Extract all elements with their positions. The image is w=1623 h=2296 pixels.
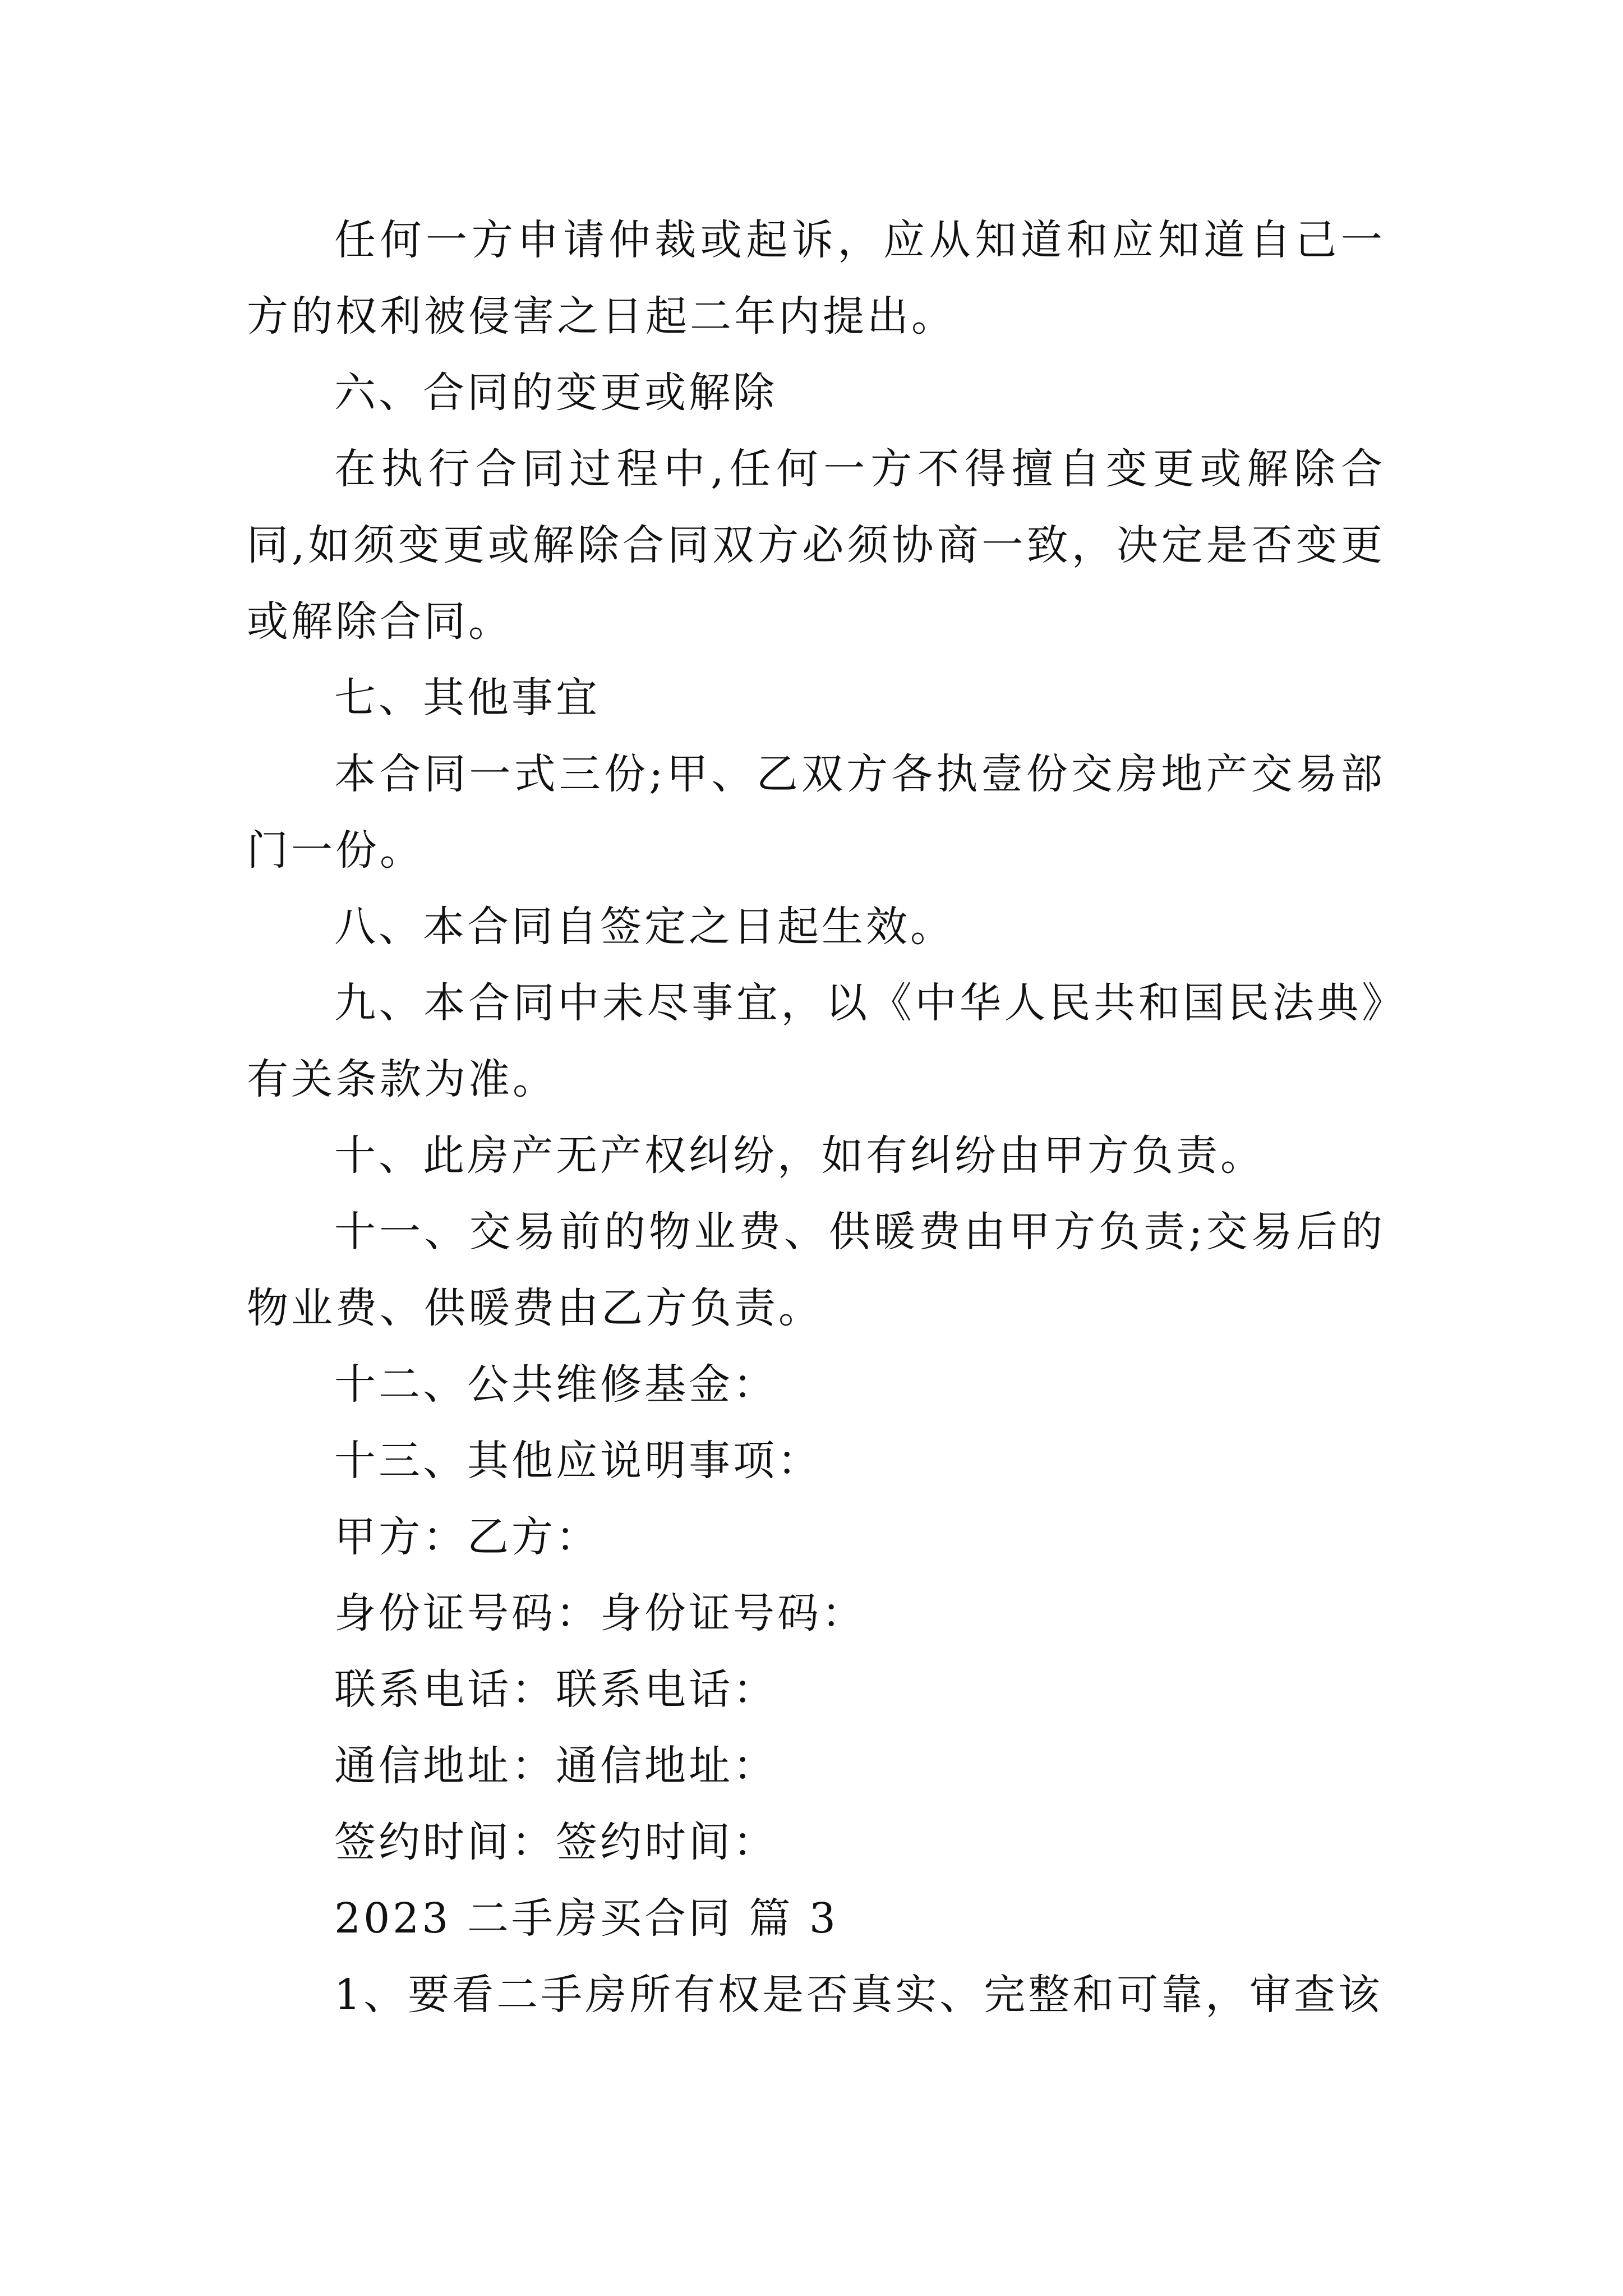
section-heading-contract-change: 六、合同的变更或解除 — [334, 369, 777, 417]
paragraph-other-notes: 十三、其他应说明事项： — [334, 1437, 822, 1485]
signature-id-number: 身份证号码：身份证号码： — [334, 1589, 866, 1637]
section-title-part-3: 2023 二手房买合同 篇 3 — [334, 1894, 838, 1943]
paragraph-copies: 本合同一式三份;甲、乙双方各执壹份交房地产交易部门一份。 — [247, 750, 1385, 875]
paragraph-contract-change: 在执行合同过程中,任何一方不得擅自变更或解除合同,如须变更或解除合同双方必须协商一致，决定是否变更或解除合同。 — [247, 445, 1385, 646]
paragraph-property-dispute: 十、此房产无产权纠纷，如有纠纷由甲方负责。 — [334, 1131, 1265, 1180]
paragraph-effective-date: 八、本合同自签定之日起生效。 — [334, 903, 955, 951]
signature-party-labels: 甲方：乙方： — [334, 1513, 600, 1561]
paragraph-civil-code: 九、本合同中未尽事宜，以《中华人民共和国民法典》有关条款为准。 — [247, 979, 1385, 1103]
paragraph-ownership-check: 1、要看二手房所有权是否真实、完整和可靠，审查该 — [334, 1971, 1383, 2019]
paragraph-arbitration-term: 任何一方申请仲裁或起诉，应从知道和应知道自己一方的权利被侵害之日起二年内提出。 — [247, 216, 1385, 341]
signature-address: 通信地址：通信地址： — [334, 1742, 777, 1790]
signature-phone: 联系电话：联系电话： — [334, 1665, 777, 1714]
signature-date: 签约时间：签约时间： — [334, 1818, 777, 1866]
paragraph-maintenance-fund: 十二、公共维修基金： — [334, 1360, 777, 1409]
section-heading-other-matters: 七、其他事宜 — [334, 674, 600, 722]
document-body — [247, 202, 1385, 2033]
paragraph-fees: 十一、交易前的物业费、供暖费由甲方负责;交易后的物业费、供暖费由乙方负责。 — [247, 1208, 1385, 1332]
